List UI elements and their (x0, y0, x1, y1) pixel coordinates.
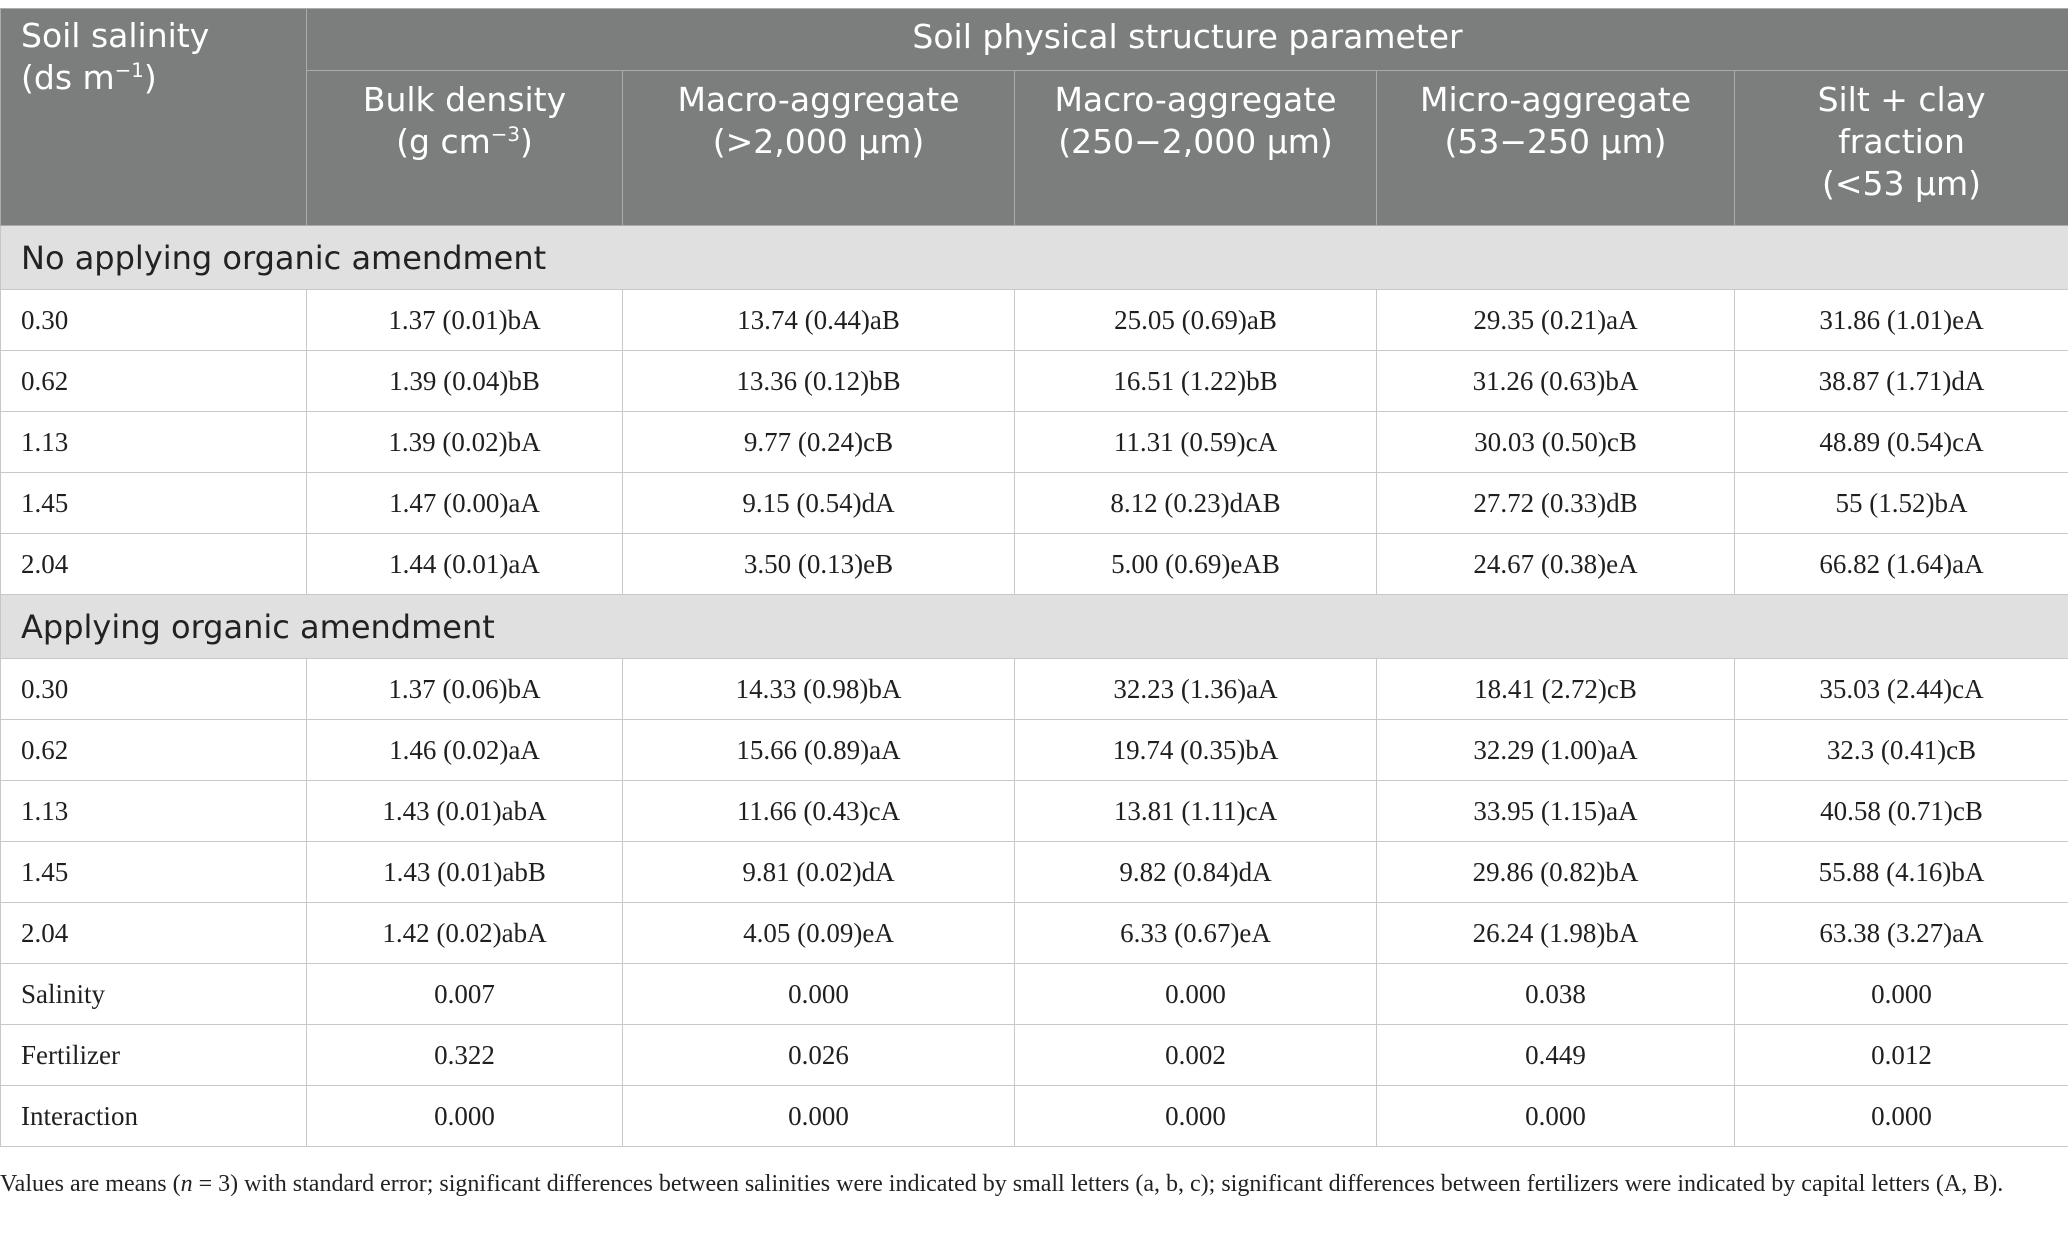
table-cell: 0.000 (1735, 1086, 2068, 1147)
parameter-group-header: Soil physical structure parameter (307, 9, 2068, 71)
table-cell: 8.12 (0.23)dAB (1015, 473, 1377, 534)
table-cell: 24.67 (0.38)eA (1377, 534, 1735, 595)
table-cell: 11.66 (0.43)cA (623, 781, 1015, 842)
column-header-silt-clay: Silt + clay fraction (<53 μm) (1735, 71, 2068, 226)
table-cell: 9.15 (0.54)dA (623, 473, 1015, 534)
column-header-micro-aggregate: Micro-aggregate (53−250 μm) (1377, 71, 1735, 226)
table-cell: 15.66 (0.89)aA (623, 720, 1015, 781)
section-row (1, 595, 2068, 659)
column-header-macro-aggregate-medium: Macro-aggregate (250−2,000 μm) (1015, 71, 1377, 226)
table-cell: 0.000 (1015, 964, 1377, 1025)
row-label-cell: 2.04 (1, 903, 307, 964)
table-cell: 1.39 (0.02)bA (307, 412, 623, 473)
table-cell: 63.38 (3.27)aA (1735, 903, 2068, 964)
table-cell: 0.000 (307, 1086, 623, 1147)
table-cell: 13.74 (0.44)aB (623, 290, 1015, 351)
table-cell: 1.43 (0.01)abA (307, 781, 623, 842)
table-cell: 29.86 (0.82)bA (1377, 842, 1735, 903)
table-cell: 1.39 (0.04)bB (307, 351, 623, 412)
table-cell: 9.77 (0.24)cB (623, 412, 1015, 473)
table-cell: 0.000 (1377, 1086, 1735, 1147)
stats-row (1, 1086, 2068, 1147)
row-label-cell: 0.30 (1, 290, 307, 351)
table-cell: 4.05 (0.09)eA (623, 903, 1015, 964)
table-cell: 13.36 (0.12)bB (623, 351, 1015, 412)
table-row (1, 534, 2068, 595)
table-cell: 6.33 (0.67)eA (1015, 903, 1377, 964)
row-label-cell: 1.13 (1, 412, 307, 473)
table-cell: 11.31 (0.59)cA (1015, 412, 1377, 473)
row-label-cell: 1.45 (1, 842, 307, 903)
row-label-cell: 2.04 (1, 534, 307, 595)
row-label-cell: 0.30 (1, 659, 307, 720)
table-row (1, 351, 2068, 412)
table-cell: 5.00 (0.69)eAB (1015, 534, 1377, 595)
table-cell: 1.42 (0.02)abA (307, 903, 623, 964)
row-label-cell: 1.13 (1, 781, 307, 842)
table-cell: 9.81 (0.02)dA (623, 842, 1015, 903)
table-cell: 0.007 (307, 964, 623, 1025)
table-cell: 1.37 (0.01)bA (307, 290, 623, 351)
table-cell: 0.000 (623, 964, 1015, 1025)
table-cell: 0.000 (1735, 964, 2068, 1025)
table-cell: 1.47 (0.00)aA (307, 473, 623, 534)
table-row (1, 903, 2068, 964)
table-cell: 19.74 (0.35)bA (1015, 720, 1377, 781)
table-cell: 14.33 (0.98)bA (623, 659, 1015, 720)
table-cell: 29.35 (0.21)aA (1377, 290, 1735, 351)
soil-salinity-unit: (ds $m^{-1}$) (21, 58, 157, 97)
row-label-cell: 0.62 (1, 720, 307, 781)
soil-salinity-header (1, 9, 307, 226)
table-cell: 1.46 (0.02)aA (307, 720, 623, 781)
table-cell: 18.41 (2.72)cB (1377, 659, 1735, 720)
table-cell: 13.81 (1.11)cA (1015, 781, 1377, 842)
section-title: No applying organic amendment (1, 226, 2068, 290)
stats-row (1, 964, 2068, 1025)
column-header-macro-aggregate-large: Macro-aggregate (>2,000 μm) (623, 71, 1015, 226)
data-table-container (0, 8, 2068, 1147)
row-label-cell: Fertilizer (1, 1025, 307, 1086)
table-cell: 31.86 (1.01)eA (1735, 290, 2068, 351)
section-title: Applying organic amendment (1, 595, 2068, 659)
table-cell: 0.002 (1015, 1025, 1377, 1086)
table-cell: 0.026 (623, 1025, 1015, 1086)
table-row (1, 473, 2068, 534)
row-label-cell: Interaction (1, 1086, 307, 1147)
table-cell: 30.03 (0.50)cB (1377, 412, 1735, 473)
table-cell: 9.82 (0.84)dA (1015, 842, 1377, 903)
table-cell: 0.449 (1377, 1025, 1735, 1086)
table-row (1, 781, 2068, 842)
table-cell: 0.038 (1377, 964, 1735, 1025)
table-cell: 25.05 (0.69)aB (1015, 290, 1377, 351)
table-cell: 66.82 (1.64)aA (1735, 534, 2068, 595)
table-cell: 26.24 (1.98)bA (1377, 903, 1735, 964)
table-cell: 1.43 (0.01)abB (307, 842, 623, 903)
table-cell: 27.72 (0.33)dB (1377, 473, 1735, 534)
table-row (1, 412, 2068, 473)
table-row (1, 290, 2068, 351)
table-cell: 1.37 (0.06)bA (307, 659, 623, 720)
table-cell: 16.51 (1.22)bB (1015, 351, 1377, 412)
table-cell: 1.44 (0.01)aA (307, 534, 623, 595)
table-footnote: Values are means (n = 3) with standard error; significant differences between salinities were indicated by small letters (a, b, c); significant differences between fertilizers were indicated by capital letters (A, B). (0, 1171, 2004, 1197)
table-cell: 0.000 (1015, 1086, 1377, 1147)
table-cell: 32.23 (1.36)aA (1015, 659, 1377, 720)
table-cell: 35.03 (2.44)cA (1735, 659, 2068, 720)
table-cell: 40.58 (0.71)cB (1735, 781, 2068, 842)
column-header-bulk-density: Bulk density (g $cm^{-3}$) (307, 71, 623, 226)
table-cell: 55 (1.52)bA (1735, 473, 2068, 534)
table-cell: 33.95 (1.15)aA (1377, 781, 1735, 842)
table-row (1, 842, 2068, 903)
table-cell: 32.29 (1.00)aA (1377, 720, 1735, 781)
table-cell: 31.26 (0.63)bA (1377, 351, 1735, 412)
row-label-cell: Salinity (1, 964, 307, 1025)
table-cell: 38.87 (1.71)dA (1735, 351, 2068, 412)
soil-structure-table (0, 8, 2068, 1147)
row-label-cell: 1.45 (1, 473, 307, 534)
table-header (1, 9, 2068, 226)
soil-salinity-label: Soil salinity (21, 16, 210, 55)
table-cell: 0.000 (623, 1086, 1015, 1147)
row-label-cell: 0.62 (1, 351, 307, 412)
table-cell: 48.89 (0.54)cA (1735, 412, 2068, 473)
section-row (1, 226, 2068, 290)
table-cell: 32.3 (0.41)cB (1735, 720, 2068, 781)
table-cell: 3.50 (0.13)eB (623, 534, 1015, 595)
table-row (1, 720, 2068, 781)
table-row (1, 659, 2068, 720)
table-cell: 0.012 (1735, 1025, 2068, 1086)
table-body (1, 226, 2068, 1147)
table-cell: 0.322 (307, 1025, 623, 1086)
table-cell: 55.88 (4.16)bA (1735, 842, 2068, 903)
stats-row (1, 1025, 2068, 1086)
